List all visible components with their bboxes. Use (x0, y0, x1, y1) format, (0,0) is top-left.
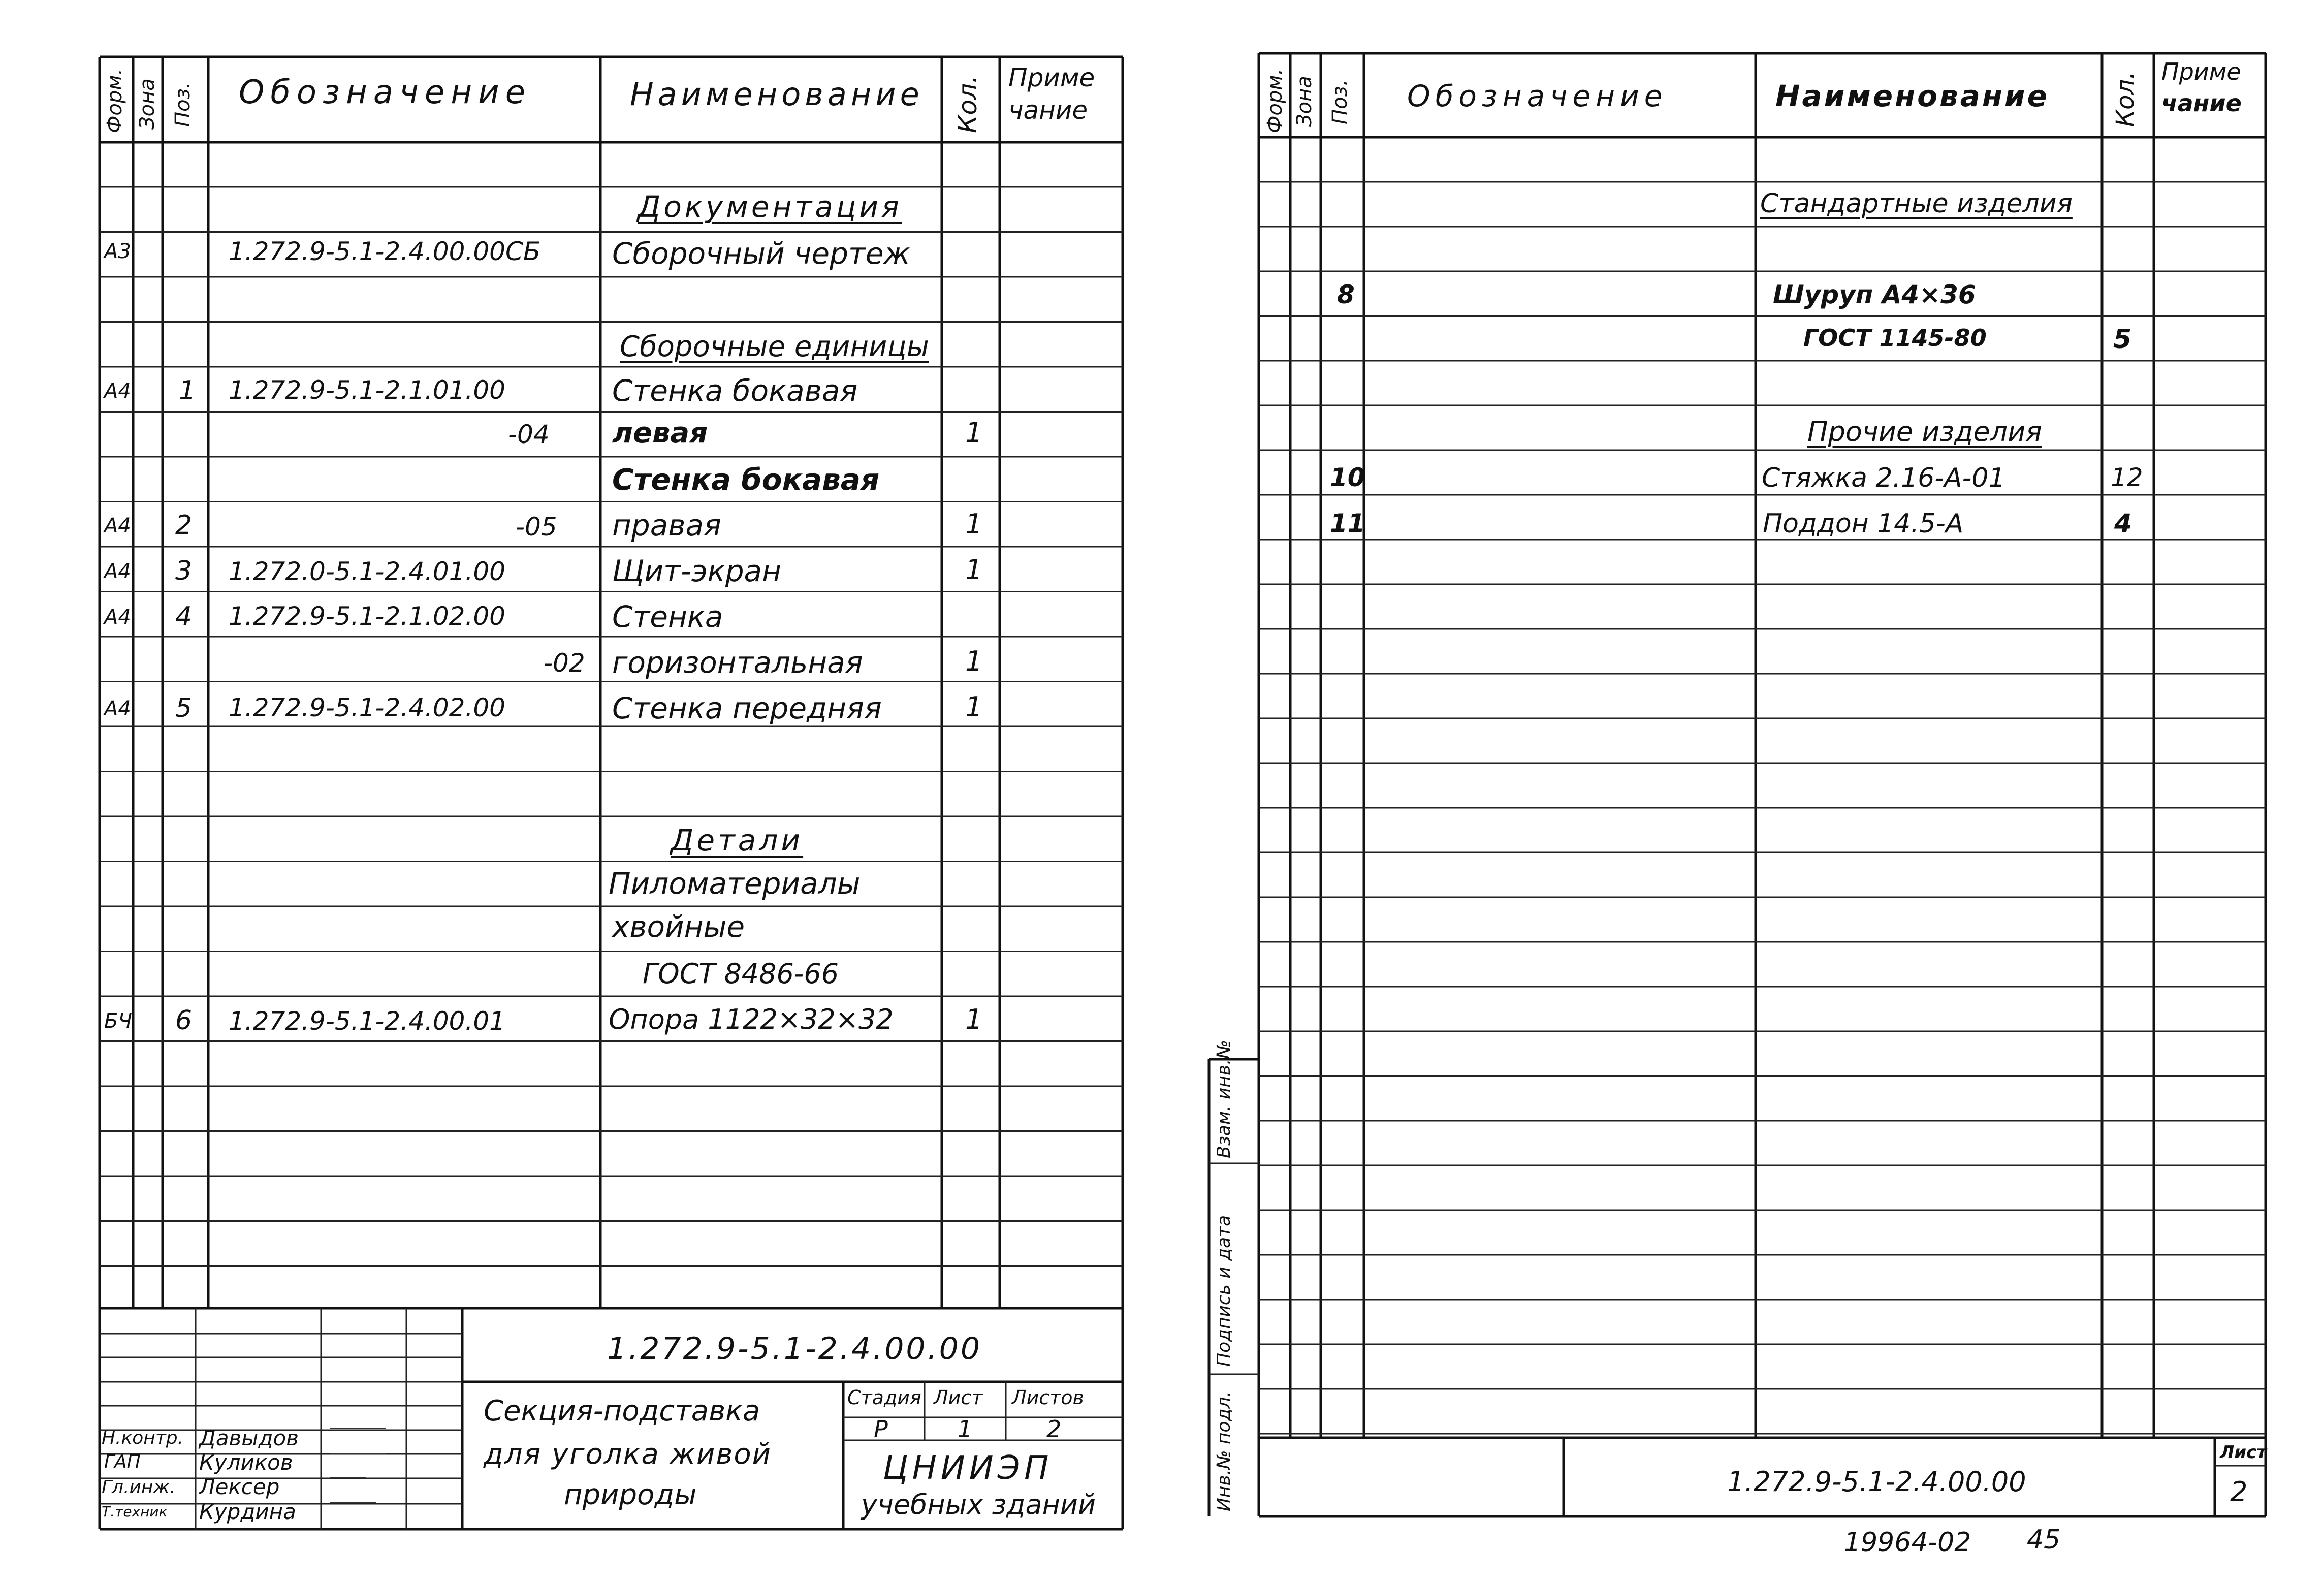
row-name: Сборочный чертеж (612, 236, 910, 271)
row-pos: 10 (1330, 463, 1365, 492)
row-qty: 1 (965, 508, 983, 540)
footer-code: 1.272.9-5.1-2.4.00.00 (1727, 1466, 2026, 1498)
row-name: Стенка бокавая (612, 373, 858, 408)
row-pos: 6 (175, 1005, 193, 1036)
header-note-2: чание (1008, 96, 1088, 125)
person-name: Куликов (199, 1450, 293, 1475)
header-pos: Поз. (171, 82, 195, 127)
signature-mark (330, 1448, 386, 1454)
row-name: Стандартные изделия (1760, 188, 2073, 219)
row-designation: 1.272.9-5.1-2.1.01.00 (229, 375, 505, 405)
row-name: Опора 1122×32×32 (609, 1003, 894, 1035)
document-code: 1.272.9-5.1-2.4.00.00 (607, 1331, 982, 1367)
row-name: Поддон 14.5-А (1763, 509, 1964, 539)
row-name: ГОСТ 1145-80 (1803, 324, 1987, 352)
stage-value: Р (874, 1415, 888, 1443)
row-pos: 11 (1330, 509, 1365, 538)
header-note-1: Приме (2161, 58, 2241, 85)
row-format: А4 (104, 606, 131, 629)
row-qty: 5 (2113, 324, 2132, 355)
row-name: Детали (671, 823, 804, 858)
row-pos: 2 (175, 510, 193, 541)
footer-sheet-label: Лист (2220, 1442, 2267, 1463)
row-name: ГОСТ 8486-66 (643, 958, 839, 990)
document-title-line1: Секция-подставка (484, 1395, 760, 1428)
row-name: хвойные (612, 909, 745, 944)
sheet-label: Лист (934, 1386, 983, 1409)
person-role: Т.техник (102, 1503, 168, 1520)
signature-mark (330, 1472, 366, 1478)
header-note-1: Приме (1008, 63, 1095, 92)
row-qty: 1 (965, 645, 983, 677)
row-qty: 1 (965, 417, 983, 449)
row-pos: 3 (175, 556, 193, 586)
row-designation: -02 (544, 648, 585, 678)
row-designation: 1.272.0-5.1-2.4.01.00 (229, 557, 505, 586)
row-designation: -04 (508, 420, 550, 449)
row-format: А4 (104, 560, 131, 583)
document-title-line2: для уголка живой (484, 1438, 772, 1471)
header-qty: Кол. (2111, 71, 2140, 127)
stage-label: Стадия (847, 1386, 921, 1409)
stamp-replacement-inventory: Взам. инв.№ (1214, 1040, 1234, 1158)
footer-sheet-value: 2 (2230, 1476, 2248, 1508)
document-title-line3: природы (564, 1478, 697, 1511)
row-name: Сборочные единицы (620, 330, 929, 363)
row-pos: 8 (1337, 280, 1355, 309)
organization-line2: учебных зданий (861, 1489, 1096, 1521)
archive-number: 19964-02 (1844, 1527, 1971, 1558)
row-qty: 12 (2111, 463, 2143, 492)
signature-mark (330, 1422, 386, 1429)
row-designation: 1.272.9-5.1-2.1.02.00 (229, 602, 505, 631)
row-qty: 1 (965, 691, 983, 723)
archive-page: 45 (2027, 1525, 2061, 1555)
row-name: Стенка передняя (612, 691, 882, 725)
row-pos: 4 (175, 602, 193, 632)
header-format: Форм. (103, 68, 126, 133)
header-name: Наименование (1775, 79, 2049, 113)
row-name: горизонтальная (612, 645, 863, 680)
row-name: Пиломатериалы (609, 866, 861, 901)
row-format: А4 (104, 379, 131, 403)
stamp-inventory-original: Инв.№ подл. (1214, 1391, 1234, 1511)
row-pos: 5 (175, 693, 193, 723)
header-designation: Обозначение (1407, 79, 1668, 113)
row-name: левая (612, 417, 708, 450)
header-qty: Кол. (953, 75, 982, 133)
row-designation: 1.272.9-5.1-2.4.00.00СБ (229, 237, 541, 266)
person-name: Курдина (199, 1499, 296, 1524)
right-sheet (1168, 0, 2324, 1582)
row-designation: 1.272.9-5.1-2.4.02.00 (229, 693, 505, 722)
header-designation: Обозначение (239, 74, 532, 111)
person-role: Н.контр. (102, 1428, 184, 1448)
person-role: ГАП (104, 1451, 141, 1472)
row-qty: 1 (965, 1003, 983, 1035)
row-name: Шуруп А4×36 (1773, 280, 1976, 309)
row-format: БЧ (104, 1009, 132, 1033)
signature-mark (330, 1497, 376, 1503)
row-name: Стенка (612, 599, 723, 634)
sheets-value: 2 (1046, 1415, 1062, 1443)
header-zone: Зона (136, 78, 159, 130)
row-name: Прочие изделия (1807, 416, 2042, 448)
row-format: А3 (104, 240, 131, 263)
row-name: Стенка бокавая (612, 462, 880, 497)
row-name: Щит-экран (612, 554, 781, 588)
row-designation: 1.272.9-5.1-2.4.00.01 (229, 1006, 505, 1036)
organization-line1: ЦНИИЭП (883, 1449, 1053, 1487)
header-format: Форм. (1263, 68, 1287, 133)
stamp-signature-date: Подпись и дата (1214, 1215, 1234, 1367)
person-name: Давыдов (199, 1426, 299, 1450)
person-role: Гл.инж. (102, 1477, 176, 1498)
row-pos: 1 (179, 375, 196, 406)
row-name: Документация (638, 189, 902, 224)
left-sheet (0, 0, 1148, 1582)
row-format: А4 (104, 697, 131, 720)
row-name: Стяжка 2.16-А-01 (1762, 463, 2005, 493)
row-name: правая (612, 508, 721, 543)
header-pos: Поз. (1328, 79, 1352, 124)
header-note-2: чание (2161, 89, 2242, 117)
right-sheet-grid (1168, 0, 2324, 1582)
sheets-label: Листов (1012, 1386, 1084, 1409)
row-designation: -05 (516, 512, 557, 542)
person-name: Лексер (199, 1474, 280, 1499)
row-qty: 4 (2114, 509, 2132, 538)
row-format: А4 (104, 514, 131, 537)
header-zone: Зона (1293, 76, 1316, 127)
sheet-value: 1 (958, 1415, 973, 1443)
header-name: Наименование (630, 76, 924, 113)
row-qty: 1 (965, 554, 983, 586)
